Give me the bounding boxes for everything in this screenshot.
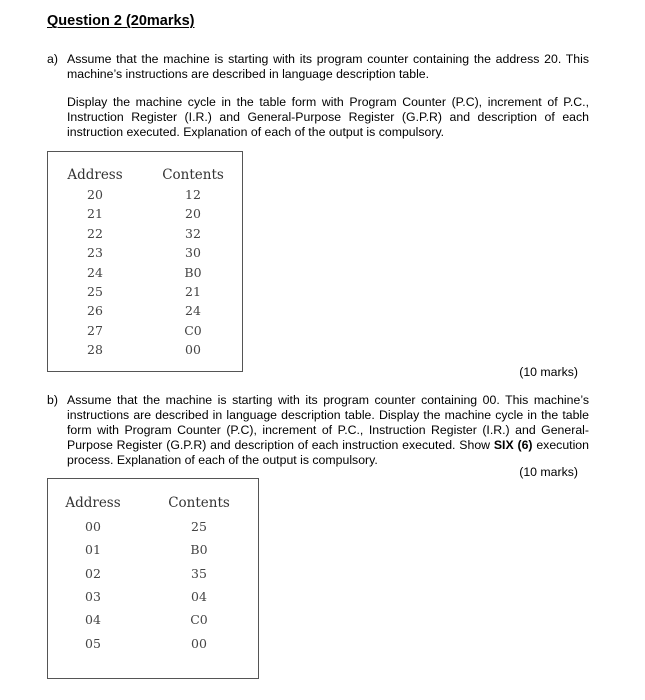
part-b-bold-count: SIX (6) <box>493 438 533 452</box>
contents-cell: B0 <box>184 264 202 280</box>
part-a-label: a) <box>47 52 58 66</box>
contents-cell: 32 <box>185 225 201 241</box>
contents-cell: 12 <box>185 187 201 202</box>
address-cell: 00 <box>85 519 101 534</box>
address-cell: 24 <box>87 264 103 280</box>
part-b-address-table <box>47 478 259 679</box>
address-cell: 26 <box>87 303 103 319</box>
contents-cell: B0 <box>190 542 208 558</box>
address-cell: 28 <box>87 342 103 358</box>
contents-cell: 04 <box>191 588 207 604</box>
part-b-text <box>67 393 589 468</box>
address-cell: 22 <box>87 225 103 241</box>
part-a-address-table <box>47 151 243 372</box>
contents-cell: 00 <box>191 635 207 651</box>
contents-cell: C0 <box>184 322 202 338</box>
contents-cell: C0 <box>190 612 208 628</box>
question-heading: Question 2 (20marks) <box>47 13 195 29</box>
part-b-label: b) <box>47 393 58 407</box>
part-a-task: Display the machine cycle in the table form with Program Counter (P.C), increment of P.C., Instruction Register (I.R.) and General-Purpose Register (G.P.R) and description of each instruction executed. Explanation of each of the output is compulsory. <box>67 95 589 139</box>
contents-cell: 24 <box>185 303 201 319</box>
address-cell: 27 <box>87 322 103 338</box>
contents-cell: 20 <box>185 206 201 222</box>
address-cell: 20 <box>87 187 103 202</box>
address-cell: 01 <box>85 542 101 558</box>
contents-cell: 35 <box>191 565 207 581</box>
part-a-marks: (10 marks) <box>519 365 578 379</box>
address-column-header: Address <box>65 495 121 511</box>
address-cell: 23 <box>87 245 103 261</box>
address-cell: 25 <box>87 284 103 299</box>
part-b-text-after: execution process. Explanation of each of the output is compulsory. <box>67 438 589 467</box>
contents-column-header: Contents <box>168 495 230 511</box>
contents-cell: 30 <box>185 245 201 261</box>
address-column-header: Address <box>67 167 123 183</box>
address-cell: 04 <box>85 612 101 628</box>
part-b-marks: (10 marks) <box>519 465 578 479</box>
address-cell: 02 <box>85 565 101 581</box>
contents-cell: 21 <box>185 284 201 299</box>
address-cell: 03 <box>85 588 101 604</box>
part-a-intro: Assume that the machine is starting with its program counter containing the address 20. This machine’s instructions are described in language description table. <box>67 52 589 81</box>
contents-cell: 00 <box>185 342 201 358</box>
address-cell: 21 <box>87 206 103 222</box>
address-cell: 05 <box>85 635 101 651</box>
contents-cell: 25 <box>191 519 207 534</box>
part-b-text-before: Assume that the machine is starting with its program counter containing 00. This machine’s instructions are described in language description table. Display the machine cycle in the table form with Program Counter (P.C), increment of P.C., Instruction Register (I.R.) and General-Purpose Register (G.P.R) and description of each instruction executed. Show <box>67 393 589 452</box>
contents-column-header: Contents <box>162 167 224 183</box>
